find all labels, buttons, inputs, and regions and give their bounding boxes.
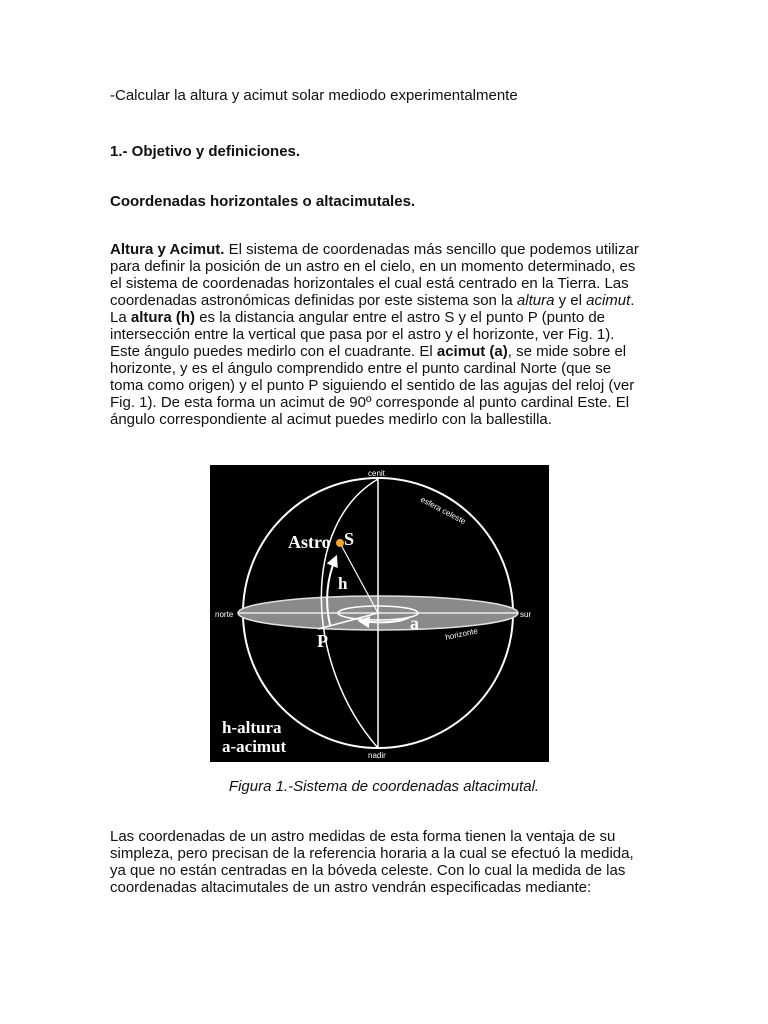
paragraph-altura-acimut [110,241,670,428]
label-horizonte: horizonte [444,626,479,642]
label-sur: sur [520,610,532,619]
label-esfera-celeste: esfera celeste [419,494,468,527]
term-altura-acimut: Altura y Acimut. [110,241,225,258]
figure-caption: Figura 1.-Sistema de coordenadas altacimutal. [228,778,540,795]
para2-line-2: simpleza, pero precisan de la referencia horaria a la cual se efectuó la medida, [110,845,634,862]
para2-line-1: Las coordenadas de un astro medidas de esta forma tienen la ventaja de su [110,828,616,845]
term-altura-italic: altura [516,292,555,309]
label-cenit: cenit [368,469,385,478]
label-nadir: nadir [368,751,386,760]
subsection-heading: Coordenadas horizontales o altacimutales. [110,193,416,210]
para1-line-9: toma como origen) y el punto P siguiendo el sentido de las agujas del reloj (ver [110,377,635,394]
para1-line-11: ángulo correspondiente al acimut puedes medirlo con la ballestilla. [110,411,552,428]
paragraph-coordenadas [110,828,670,896]
label-astro: Astro [288,532,331,552]
celestial-sphere-figure [210,465,549,762]
label-p: P [317,631,328,651]
para1-line-6: intersección entre la vertical que pasa por el astro y el horizonte, ver Fig. 1). [110,326,615,343]
term-acimut-italic: acimut [586,292,631,309]
label-s: S [344,529,355,549]
label-a: a [410,613,419,633]
para2-line-3: ya que no están centradas en la bóveda celeste. Con lo cual la medida de las [110,862,626,879]
term-acimut-a: acimut (a) [436,343,508,360]
celestial-sphere-diagram [210,465,549,762]
legend-a-acimut: a-acimut [222,737,287,756]
para1-line-7: Este ángulo puedes medirlo con el cuadrante. El acimut (a), se mide sobre el [110,343,627,360]
para1-line-5: La altura (h) es la distancia angular entre el astro S y el punto P (punto de [110,309,606,326]
intro-line: -Calcular la altura y acimut solar mediodo experimentalmente [110,87,518,104]
label-norte: norte [215,610,234,619]
label-h: h [338,574,348,593]
legend-h-altura: h-altura [222,718,282,737]
para1-line-4: coordenadas astronómicas definidas por este sistema son la altura y el acimut. [110,292,635,309]
para1-line-8: horizonte, y es el ángulo comprendido entre el punto cardinal Norte (que se [110,360,612,377]
term-altura-h: altura (h) [130,309,196,326]
para1-line-1: Altura y Acimut. El sistema de coordenadas más sencillo que podemos utilizar [110,241,639,258]
para1-line-3: el sistema de coordenadas horizontales el cual está centrado en la Tierra. Las [110,275,629,292]
para1-line-10: Fig. 1). De esta forma un acimut de 90º corresponde al punto cardinal Este. El [110,394,630,411]
section-heading: 1.- Objetivo y definiciones. [110,143,301,160]
star-icon [336,539,344,547]
para1-line-2: para definir la posición de un astro en el cielo, en un momento determinado, es [110,258,636,275]
para2-line-4: coordenadas altacimutales de un astro vendrán especificadas mediante: [110,879,592,896]
